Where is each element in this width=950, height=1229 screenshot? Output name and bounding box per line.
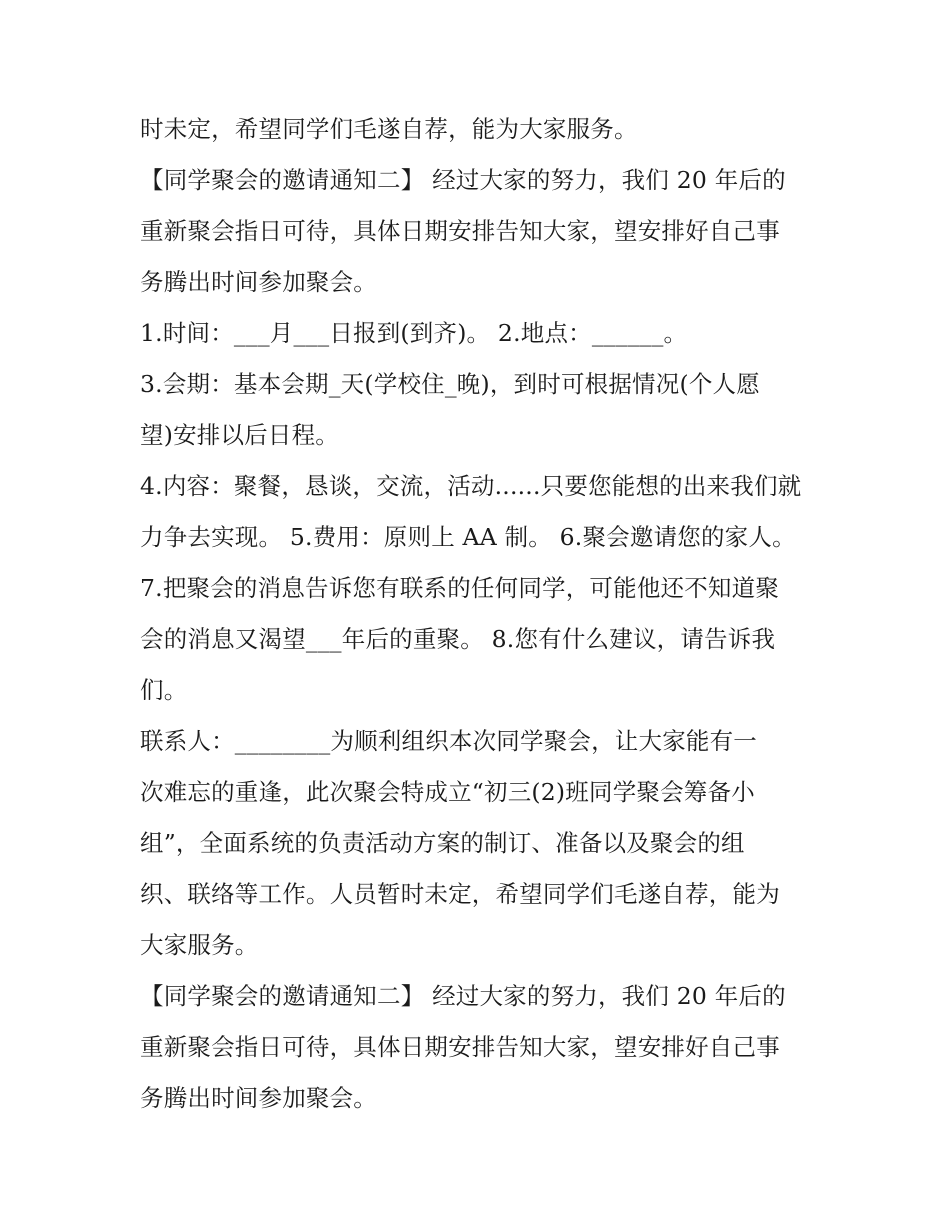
text-line: 织、联络等工作。人员暂时未定，希望同学们毛遂自荐，能为 <box>140 880 780 908</box>
text-line: 时未定，希望同学们毛遂自荐，能为大家服务。 <box>140 115 638 143</box>
text-line: 望)安排以后日程。 <box>140 421 339 449</box>
text-line: 【同学聚会的邀请通知二】 经过大家的努力，我们 20 年后的 <box>140 982 786 1010</box>
text-line: 1.时间：___月___日报到(到齐)。 2.地点：______。 <box>140 319 688 347</box>
text-line: 7.把聚会的消息告诉您有联系的任何同学，可能他还不知道聚 <box>140 574 780 602</box>
text-line: 重新聚会指日可待，具体日期安排告知大家，望安排好自己事 <box>140 217 780 245</box>
text-line: 力争去实现。 5.费用：原则上 AA 制。 6.聚会邀请您的家人。 <box>140 523 796 551</box>
text-line: 们。 <box>140 676 188 704</box>
text-line: 联系人：________为顺利组织本次同学聚会，让大家能有一 <box>140 727 757 755</box>
document-body <box>140 104 820 1124</box>
text-line: 务腾出时间参加聚会。 <box>140 268 377 296</box>
text-line: 【同学聚会的邀请通知二】 经过大家的努力，我们 20 年后的 <box>140 166 786 194</box>
text-line: 次难忘的重逢，此次聚会特成立“初三(2)班同学聚会筹备小 <box>140 778 755 806</box>
text-line: 大家服务。 <box>140 931 259 959</box>
text-line: 4.内容：聚餐，恳谈，交流，活动......只要您能想的出来我们就 <box>140 472 802 500</box>
text-line: 组”，全面系统的负责活动方案的制订、准备以及聚会的组 <box>140 829 745 857</box>
text-line: 重新聚会指日可待，具体日期安排告知大家，望安排好自己事 <box>140 1033 780 1061</box>
text-line: 务腾出时间参加聚会。 <box>140 1084 377 1112</box>
text-line: 3.会期：基本会期_天(学校住_晚)，到时可根据情况(个人愿 <box>140 370 760 398</box>
text-line: 会的消息又渴望___年后的重聚。 8.您有什么建议，请告诉我 <box>140 625 776 653</box>
